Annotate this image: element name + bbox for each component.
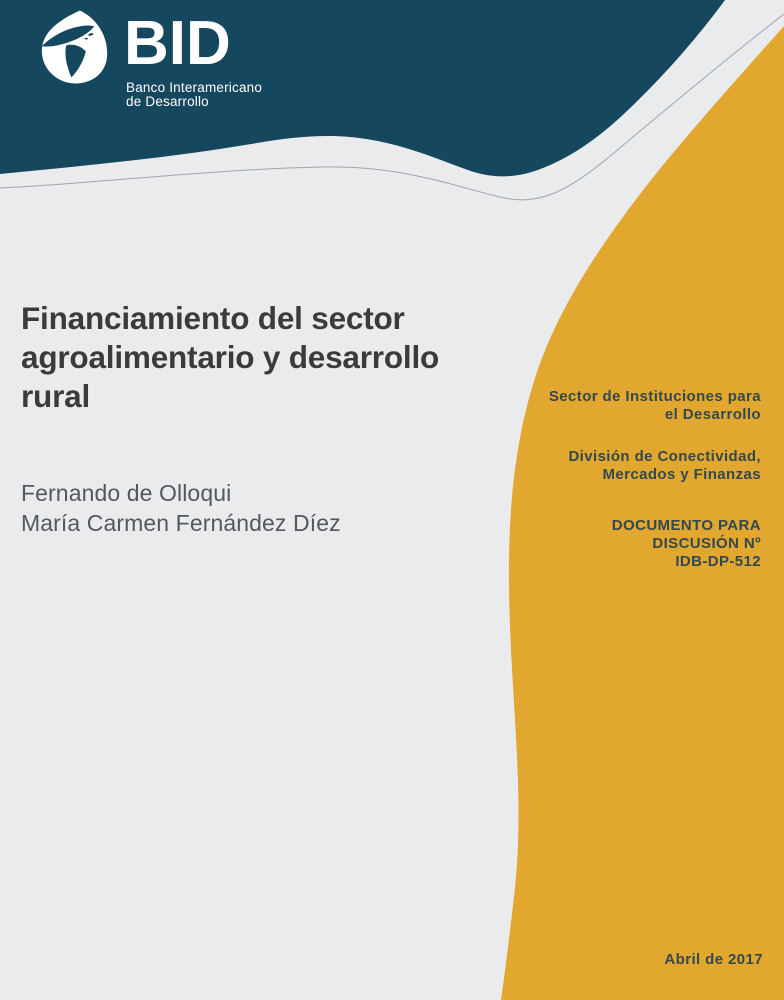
bid-globe-icon <box>36 9 113 85</box>
bid-org-name-line-2: de Desarrollo <box>126 94 209 109</box>
authors-list <box>21 478 341 538</box>
title-line-3: rural <box>21 378 91 414</box>
bid-acronym: BID <box>124 9 231 78</box>
report-title <box>21 299 491 416</box>
side-info-column <box>501 388 761 571</box>
division-label: División de Conectividad, Mercados y Finanzas <box>568 448 761 483</box>
author-name-1: Fernando de Olloqui <box>21 480 232 506</box>
title-line-1: Financiamiento del sector <box>21 300 405 336</box>
bid-org-name <box>126 81 262 109</box>
document-number-label: DOCUMENTO PARA DISCUSIÓN Nº IDB-DP-512 <box>611 517 761 570</box>
title-line-2: agroalimentario y desarrollo <box>21 339 440 375</box>
publication-date: Abril de 2017 <box>664 951 763 968</box>
bid-logo <box>36 9 356 119</box>
author-name-2: María Carmen Fernández Díez <box>21 510 341 536</box>
sector-label: Sector de Instituciones para el Desarrollo <box>548 388 761 423</box>
bid-org-name-line-1: Banco Interamericano <box>126 80 263 95</box>
